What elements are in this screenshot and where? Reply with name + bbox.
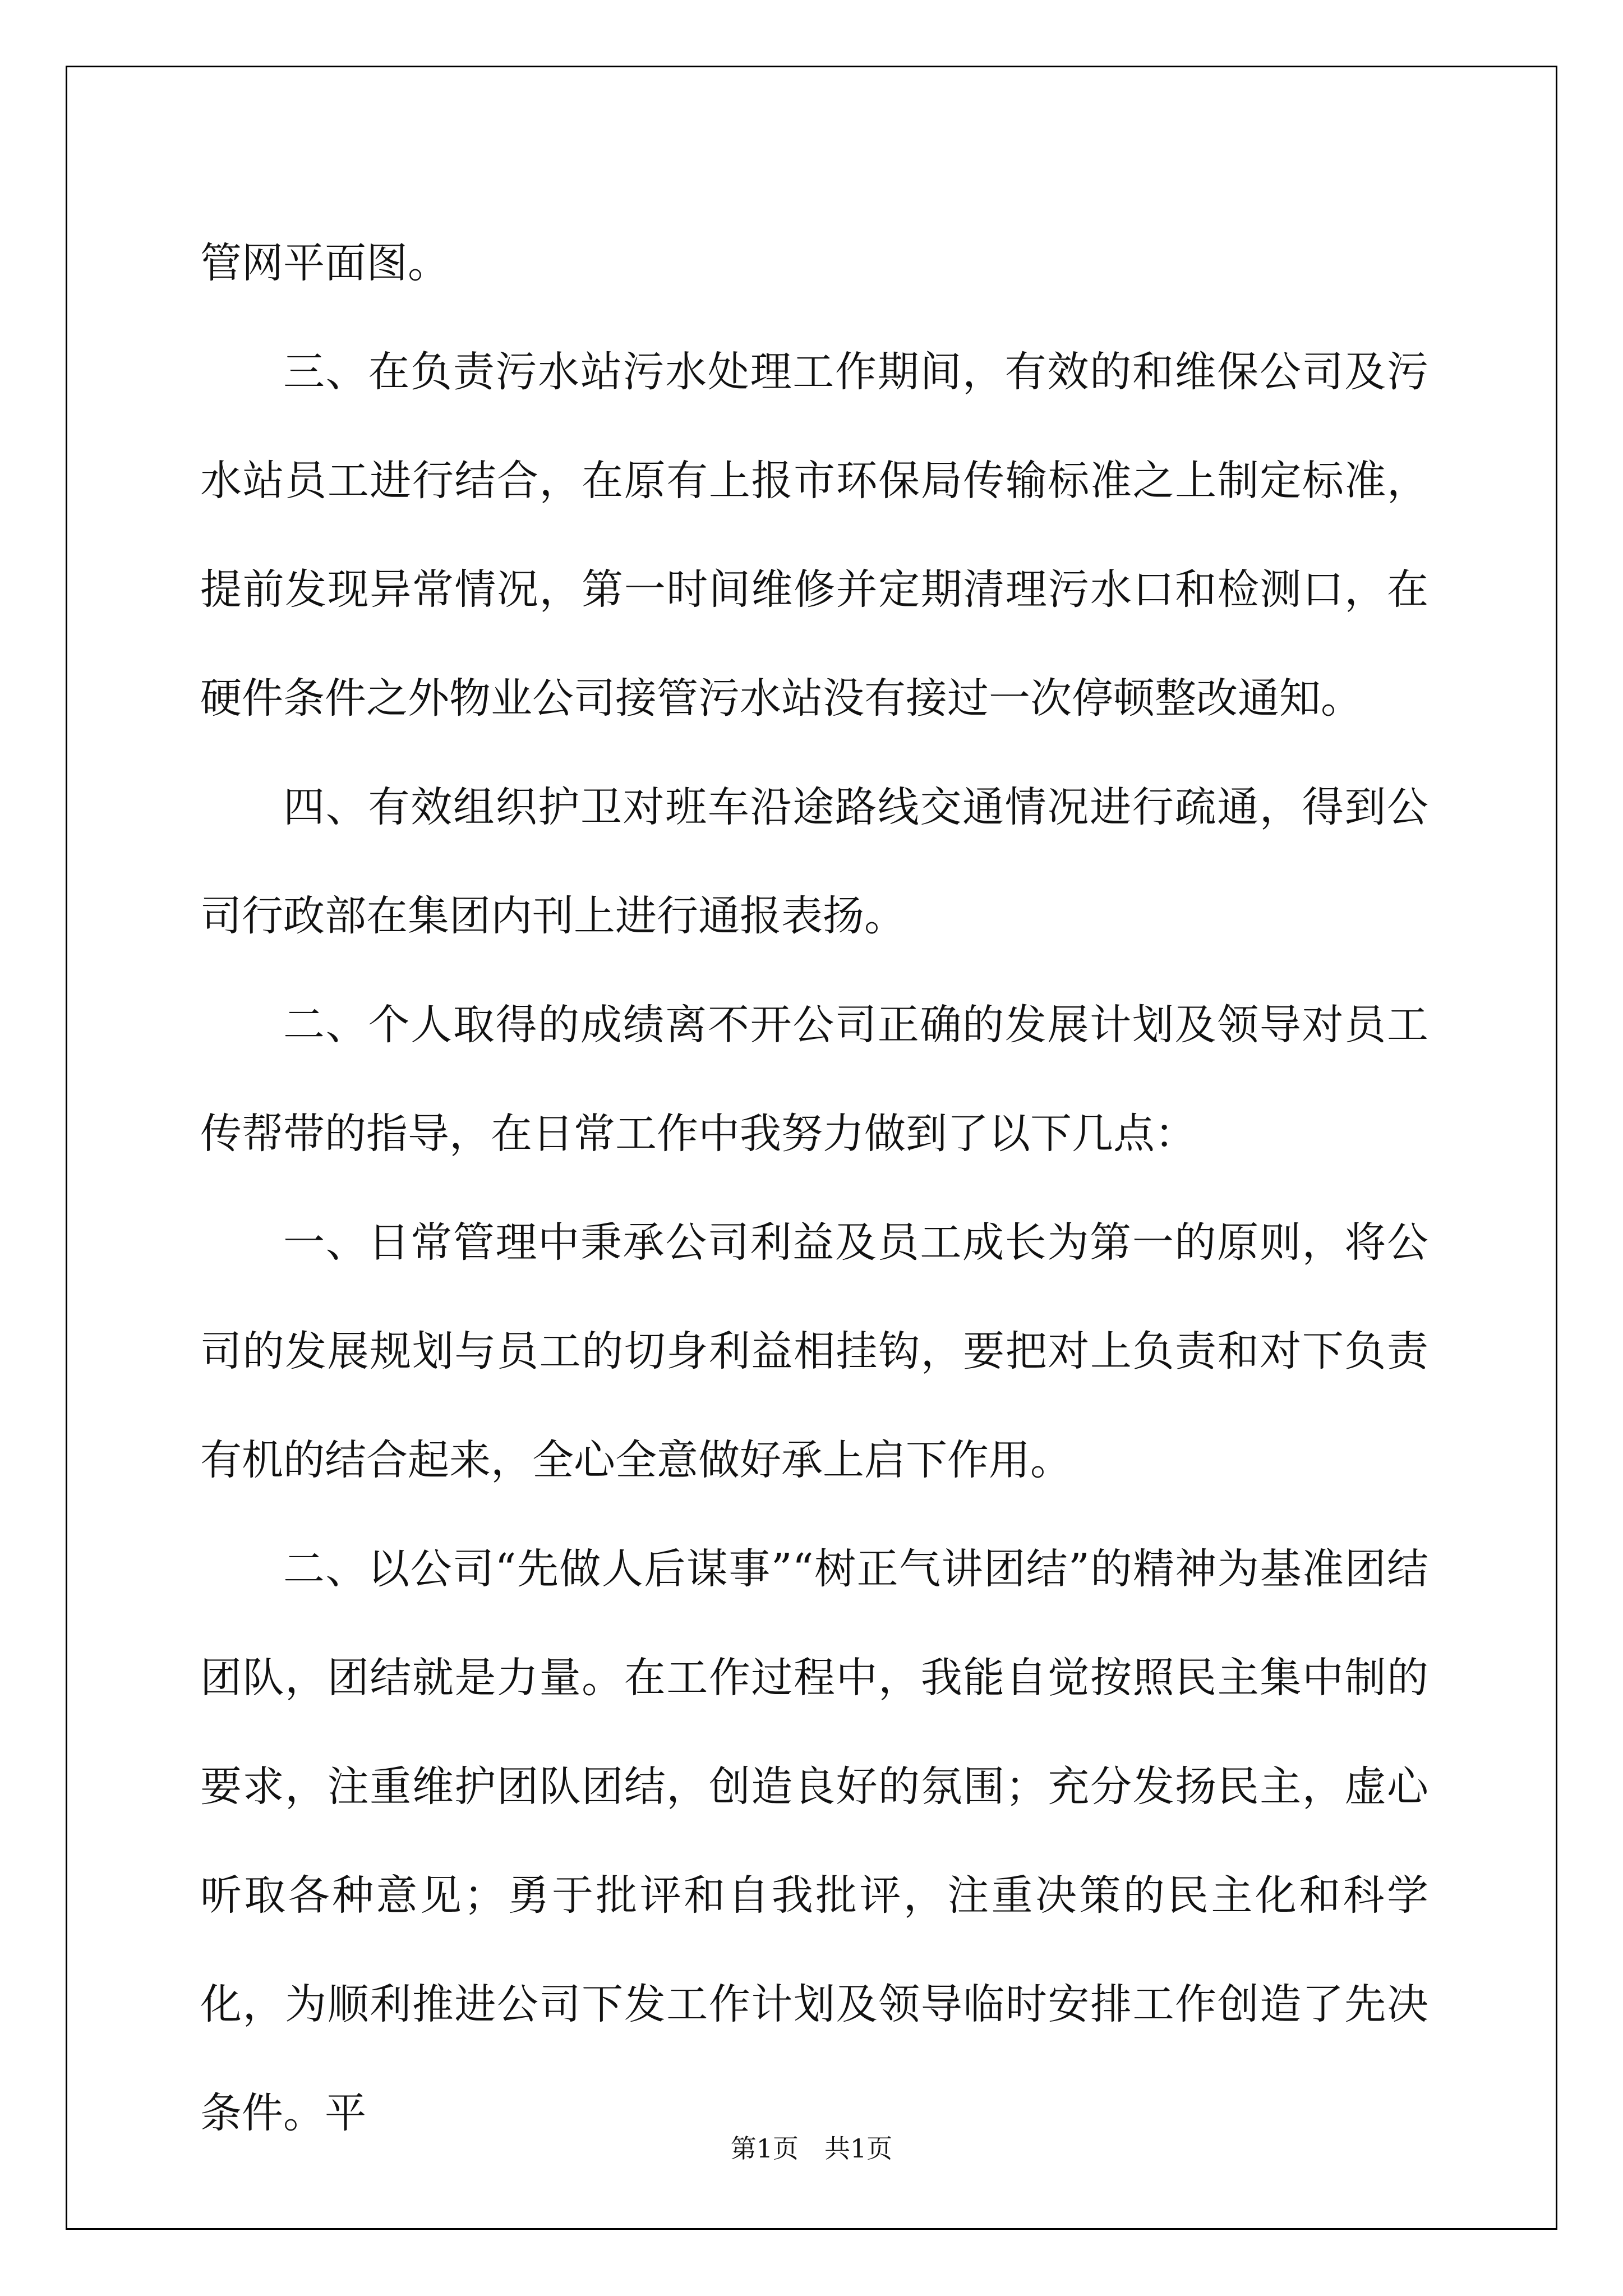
paragraph-5: 一、日常管理中秉承公司利益及员工成长为第一的原则，将公司的发展规划与员工的切身利益相挂钩，要把对上负责和对下负责有机的结合起来，全心全意做好承上启下作用。: [200, 1218, 1428, 1484]
paragraph-2: 三、在负责污水站污水处理工作期间，有效的和维保公司及污水站员工进行结合，在原有上报市环保局传输标准之上制定标准，提前发现异常情况，第一时间维修并定期清理污水口和检测口，在硬件条件之外物业公司接管污水站没有接过一次停顿整改通知。: [200, 348, 1428, 723]
paragraph-3: 四、有效组织护卫对班车沿途路线交通情况进行疏通，得到公司行政部在集团内刊上进行通报表扬。: [200, 783, 1428, 940]
document-body: [200, 209, 1428, 2168]
page-total: 共1页: [824, 2133, 893, 2164]
paragraph-1: 管网平面图。: [200, 239, 449, 287]
page-footer: [0, 2132, 1623, 2165]
page-number: 第1页: [730, 2133, 799, 2164]
paragraph-6: 二、以公司“先做人后谋事”“树正气讲团结”的精神为基准团结团队，团结就是力量。在工作过程中，我能自觉按照民主集中制的要求，注重维护团队团结，创造良好的氛围；充分发扬民主，虚心听取各种意见；勇于批评和自我批评，注重决策的民主化和科学化，为顺利推进公司下发工作计划及领导临时安排工作创造了先决条件。平: [200, 1545, 1428, 2137]
paragraph-4: 二、个人取得的成绩离不开公司正确的发展计划及领导对员工传帮带的指导，在日常工作中我努力做到了以下几点：: [200, 1001, 1428, 1158]
